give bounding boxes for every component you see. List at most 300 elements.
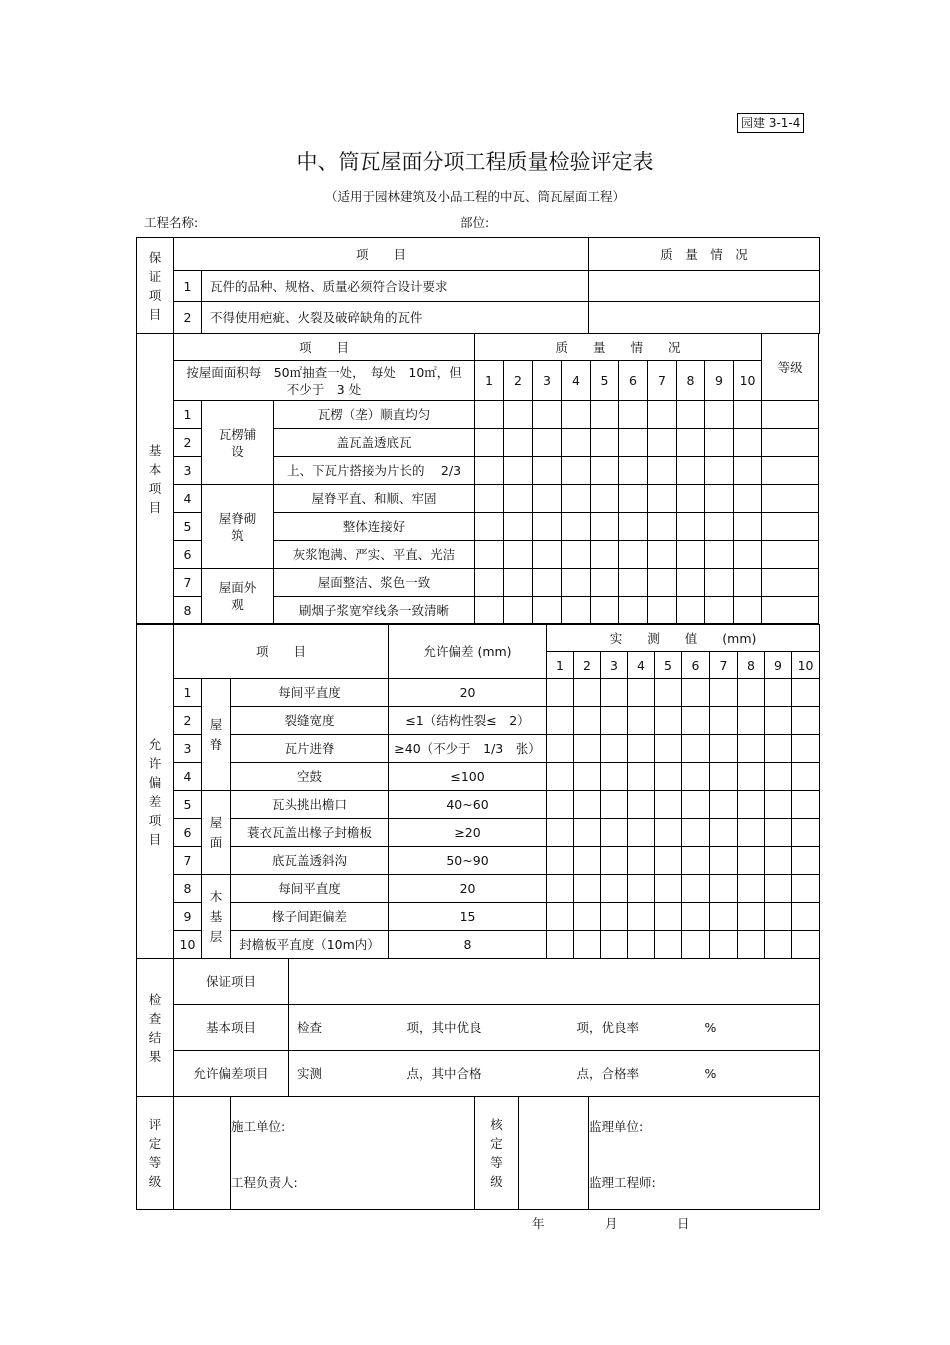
tolerance-measured-cell[interactable]	[574, 819, 601, 847]
tolerance-measured-cell[interactable]	[547, 679, 574, 707]
basic-quality-cell[interactable]	[619, 401, 648, 429]
tolerance-measured-num: 10	[792, 652, 820, 679]
basic-quality-cell[interactable]	[648, 457, 677, 485]
basic-row-no: 2	[174, 429, 202, 457]
basic-quality-cell[interactable]	[677, 457, 705, 485]
tolerance-row	[137, 735, 820, 763]
tolerance-measured-cell[interactable]	[655, 875, 682, 903]
basic-quality-cell[interactable]	[504, 485, 533, 513]
evaluation-grade-cell[interactable]	[174, 1097, 231, 1210]
tolerance-measured-cell[interactable]	[738, 931, 765, 959]
basic-quality-num: 4	[562, 361, 591, 401]
basic-quality-num: 7	[648, 361, 677, 401]
tolerance-measured-cell[interactable]	[628, 679, 655, 707]
tolerance-row-dev: 8	[389, 931, 547, 959]
tolerance-measured-cell[interactable]	[765, 931, 792, 959]
basic-quality-cell[interactable]	[475, 569, 504, 597]
verify-grade-label: 核定等级	[475, 1097, 519, 1210]
basic-quality-cell[interactable]	[504, 457, 533, 485]
basic-quality-cell[interactable]	[734, 569, 762, 597]
tolerance-measured-cell[interactable]	[710, 819, 738, 847]
basic-quality-cell[interactable]	[591, 401, 619, 429]
tolerance-measured-cell[interactable]	[601, 707, 628, 735]
tolerance-row-no: 2	[174, 707, 202, 735]
tolerance-measured-cell[interactable]	[792, 763, 820, 791]
basic-quality-cell[interactable]	[533, 485, 562, 513]
tolerance-measured-cell[interactable]	[682, 707, 710, 735]
tolerance-measured-cell[interactable]	[601, 791, 628, 819]
basic-quality-cell[interactable]	[504, 513, 533, 541]
supervision-unit-label: 监理单位:	[589, 1119, 644, 1134]
basic-quality-cell[interactable]	[734, 401, 762, 429]
guarantee-row-no: 2	[174, 302, 202, 334]
tolerance-measured-cell[interactable]	[574, 763, 601, 791]
page-subtitle: （适用于园林建筑及小品工程的中瓦、筒瓦屋面工程）	[324, 189, 625, 204]
result-basic-excellent: 项，其中优良	[399, 1005, 569, 1051]
tolerance-measured-cell[interactable]	[655, 763, 682, 791]
basic-quality-cell[interactable]	[734, 429, 762, 457]
basic-col-quality: 质 量 情 况	[475, 334, 762, 361]
tolerance-measured-cell[interactable]	[682, 847, 710, 875]
result-tolerance-percent: %	[699, 1051, 820, 1097]
tolerance-measured-cell[interactable]	[738, 791, 765, 819]
tolerance-measured-cell[interactable]	[682, 763, 710, 791]
basic-quality-cell[interactable]	[734, 513, 762, 541]
tolerance-measured-cell[interactable]	[738, 763, 765, 791]
tolerance-measured-cell[interactable]	[765, 875, 792, 903]
basic-quality-cell[interactable]	[619, 429, 648, 457]
basic-quality-cell[interactable]	[562, 457, 591, 485]
tolerance-measured-cell[interactable]	[628, 931, 655, 959]
location-label: 部位:	[460, 215, 490, 230]
basic-quality-cell[interactable]	[475, 485, 504, 513]
basic-quality-cell[interactable]	[705, 513, 734, 541]
tolerance-col-dev: 允许偏差 (mm)	[389, 625, 547, 679]
guarantee-row-quality[interactable]	[589, 302, 820, 334]
guarantee-row-text: 不得使用疤疵、火裂及破碎缺角的瓦件	[202, 302, 589, 334]
basic-row-no: 6	[174, 541, 202, 569]
tolerance-row-text: 蓑衣瓦盖出椽子封檐板	[231, 819, 389, 847]
basic-quality-cell[interactable]	[475, 597, 504, 624]
basic-sampling-note: 按屋面面积每 50㎡抽查一处， 每处 10㎡，但不少于 3 处	[174, 361, 475, 401]
tolerance-measured-cell[interactable]	[792, 791, 820, 819]
tolerance-row	[137, 847, 820, 875]
basic-quality-cell[interactable]	[591, 429, 619, 457]
tolerance-row-dev: ≥40（不少于 1/3 张）	[389, 735, 547, 763]
tolerance-measured-cell[interactable]	[574, 707, 601, 735]
result-guarantee-value[interactable]	[289, 959, 820, 1005]
tolerance-measured-cell[interactable]	[682, 819, 710, 847]
tolerance-measured-cell[interactable]	[574, 903, 601, 931]
basic-quality-cell[interactable]	[562, 541, 591, 569]
basic-row	[137, 569, 819, 597]
tolerance-measured-cell[interactable]	[628, 903, 655, 931]
result-basic-percent: %	[699, 1005, 820, 1051]
basic-grade-cell[interactable]	[762, 569, 819, 597]
basic-row-no: 4	[174, 485, 202, 513]
tolerance-measured-cell[interactable]	[574, 931, 601, 959]
page-title: 中、筒瓦屋面分项工程质量检验评定表	[296, 150, 654, 174]
tolerance-measured-cell[interactable]	[601, 679, 628, 707]
tolerance-measured-cell[interactable]	[601, 763, 628, 791]
tolerance-measured-cell[interactable]	[710, 763, 738, 791]
tolerance-row-dev: 15	[389, 903, 547, 931]
tolerance-measured-num: 2	[574, 652, 601, 679]
result-tolerance-rate: 点，合格率	[569, 1051, 699, 1097]
tolerance-row	[137, 875, 820, 903]
tolerance-measured-cell[interactable]	[628, 875, 655, 903]
tolerance-measured-cell[interactable]	[655, 903, 682, 931]
tolerance-measured-cell[interactable]	[765, 847, 792, 875]
basic-quality-num: 8	[677, 361, 705, 401]
basic-row	[137, 401, 819, 429]
basic-quality-cell[interactable]	[705, 541, 734, 569]
tolerance-group-label: 屋脊	[202, 679, 231, 791]
basic-quality-cell[interactable]	[475, 513, 504, 541]
basic-quality-num: 9	[705, 361, 734, 401]
tolerance-row-dev: 20	[389, 679, 547, 707]
tolerance-measured-cell[interactable]	[574, 735, 601, 763]
tolerance-measured-cell[interactable]	[792, 735, 820, 763]
basic-quality-cell[interactable]	[648, 401, 677, 429]
tolerance-row	[137, 903, 820, 931]
tolerance-measured-cell[interactable]	[765, 903, 792, 931]
tolerance-measured-cell[interactable]	[738, 679, 765, 707]
tolerance-measured-cell[interactable]	[765, 763, 792, 791]
tolerance-measured-cell[interactable]	[628, 707, 655, 735]
tolerance-row-dev: ≥20	[389, 819, 547, 847]
construction-cell	[231, 1097, 475, 1210]
tolerance-measured-cell[interactable]	[655, 819, 682, 847]
basic-quality-cell[interactable]	[734, 485, 762, 513]
tolerance-measured-cell[interactable]	[792, 903, 820, 931]
tolerance-measured-cell[interactable]	[682, 735, 710, 763]
basic-grade-cell[interactable]	[762, 457, 819, 485]
basic-row	[137, 485, 819, 513]
tolerance-row-text: 底瓦盖透斜沟	[231, 847, 389, 875]
basic-col-item: 项 目	[174, 334, 475, 361]
tolerance-measured-cell[interactable]	[574, 791, 601, 819]
tolerance-measured-cell[interactable]	[682, 791, 710, 819]
basic-quality-cell[interactable]	[562, 401, 591, 429]
tolerance-measured-cell[interactable]	[710, 707, 738, 735]
tolerance-measured-cell[interactable]	[710, 791, 738, 819]
basic-quality-cell[interactable]	[504, 401, 533, 429]
tolerance-row-dev: 20	[389, 875, 547, 903]
construction-unit-label: 施工单位:	[231, 1119, 286, 1134]
tolerance-row-text: 瓦片进脊	[231, 735, 389, 763]
tolerance-measured-cell[interactable]	[547, 707, 574, 735]
tolerance-measured-num: 7	[710, 652, 738, 679]
tolerance-row-dev: ≤100	[389, 763, 547, 791]
evaluation-section-label: 评定等级	[137, 1097, 174, 1210]
tolerance-measured-cell[interactable]	[628, 735, 655, 763]
tolerance-row-text: 空鼓	[231, 763, 389, 791]
tolerance-row-no: 1	[174, 679, 202, 707]
basic-grade-cell[interactable]	[762, 513, 819, 541]
basic-quality-cell[interactable]	[504, 541, 533, 569]
basic-row-text: 整体连接好	[274, 513, 475, 541]
tolerance-row-no: 8	[174, 875, 202, 903]
basic-quality-cell[interactable]	[533, 513, 562, 541]
tolerance-measured-cell[interactable]	[710, 735, 738, 763]
tolerance-measured-cell[interactable]	[547, 735, 574, 763]
basic-quality-cell[interactable]	[533, 597, 562, 624]
basic-quality-cell[interactable]	[648, 569, 677, 597]
tolerance-measured-cell[interactable]	[765, 791, 792, 819]
basic-row-no: 7	[174, 569, 202, 597]
tolerance-row-dev: 50~90	[389, 847, 547, 875]
tolerance-row	[137, 791, 820, 819]
basic-group-label: 屋脊砌筑	[202, 485, 274, 569]
tolerance-row-no: 3	[174, 735, 202, 763]
basic-quality-num: 5	[591, 361, 619, 401]
tolerance-measured-cell[interactable]	[574, 847, 601, 875]
basic-quality-cell[interactable]	[591, 569, 619, 597]
basic-quality-num: 2	[504, 361, 533, 401]
project-leader-label: 工程负责人:	[231, 1175, 298, 1190]
tolerance-measured-cell[interactable]	[547, 791, 574, 819]
basic-col-grade: 等级	[762, 334, 819, 401]
basic-quality-cell[interactable]	[591, 485, 619, 513]
basic-quality-num: 6	[619, 361, 648, 401]
basic-quality-cell[interactable]	[504, 597, 533, 624]
result-basic-check: 检查	[289, 1005, 399, 1051]
tolerance-measured-cell[interactable]	[574, 875, 601, 903]
tolerance-row	[137, 707, 820, 735]
tolerance-measured-cell[interactable]	[601, 875, 628, 903]
tolerance-measured-cell[interactable]	[792, 679, 820, 707]
basic-quality-cell[interactable]	[475, 429, 504, 457]
tolerance-row-no: 10	[174, 931, 202, 959]
tolerance-measured-cell[interactable]	[601, 819, 628, 847]
tolerance-measured-cell[interactable]	[574, 679, 601, 707]
tolerance-measured-cell[interactable]	[682, 903, 710, 931]
tolerance-measured-cell[interactable]	[792, 875, 820, 903]
result-tolerance-label: 允许偏差项目	[174, 1051, 289, 1097]
tolerance-measured-cell[interactable]	[601, 903, 628, 931]
tolerance-row-no: 9	[174, 903, 202, 931]
basic-quality-cell[interactable]	[562, 597, 591, 624]
tolerance-measured-cell[interactable]	[710, 875, 738, 903]
tolerance-measured-cell[interactable]	[738, 875, 765, 903]
basic-quality-cell[interactable]	[504, 429, 533, 457]
tolerance-measured-num: 5	[655, 652, 682, 679]
tolerance-measured-cell[interactable]	[655, 791, 682, 819]
tolerance-measured-cell[interactable]	[655, 707, 682, 735]
basic-grade-cell[interactable]	[762, 485, 819, 513]
tolerance-measured-cell[interactable]	[628, 763, 655, 791]
basic-grade-cell[interactable]	[762, 597, 819, 624]
result-tolerance-qualified: 点，其中合格	[399, 1051, 569, 1097]
basic-quality-cell[interactable]	[475, 457, 504, 485]
basic-quality-cell[interactable]	[562, 569, 591, 597]
tolerance-measured-cell[interactable]	[655, 931, 682, 959]
basic-quality-cell[interactable]	[562, 485, 591, 513]
basic-row-text: 上、下瓦片搭接为片长的 2/3	[274, 457, 475, 485]
tolerance-measured-cell[interactable]	[792, 931, 820, 959]
tolerance-measured-cell[interactable]	[792, 847, 820, 875]
supervision-engineer-label: 监理工程师:	[589, 1175, 656, 1190]
tolerance-measured-cell[interactable]	[547, 903, 574, 931]
tolerance-measured-cell[interactable]	[738, 819, 765, 847]
verify-grade-cell[interactable]	[519, 1097, 589, 1210]
tolerance-measured-cell[interactable]	[601, 931, 628, 959]
basic-grade-cell[interactable]	[762, 401, 819, 429]
basic-quality-cell[interactable]	[705, 597, 734, 624]
tolerance-measured-cell[interactable]	[738, 903, 765, 931]
basic-quality-cell[interactable]	[475, 541, 504, 569]
basic-quality-cell[interactable]	[705, 485, 734, 513]
tolerance-measured-num: 8	[738, 652, 765, 679]
basic-quality-cell[interactable]	[533, 457, 562, 485]
basic-quality-cell[interactable]	[677, 429, 705, 457]
tolerance-measured-cell[interactable]	[682, 875, 710, 903]
tolerance-measured-cell[interactable]	[710, 847, 738, 875]
basic-quality-cell[interactable]	[648, 485, 677, 513]
tolerance-measured-cell[interactable]	[765, 707, 792, 735]
tolerance-measured-cell[interactable]	[792, 819, 820, 847]
supervision-cell	[589, 1097, 820, 1210]
basic-quality-cell[interactable]	[648, 513, 677, 541]
tolerance-measured-cell[interactable]	[655, 847, 682, 875]
basic-quality-cell[interactable]	[734, 457, 762, 485]
basic-grade-cell[interactable]	[762, 541, 819, 569]
basic-quality-cell[interactable]	[677, 597, 705, 624]
basic-quality-cell[interactable]	[533, 541, 562, 569]
tolerance-measured-cell[interactable]	[710, 931, 738, 959]
basic-quality-cell[interactable]	[619, 597, 648, 624]
tolerance-group-label: 木基层	[202, 875, 231, 959]
basic-row-text: 瓦楞（垄）顺直均匀	[274, 401, 475, 429]
tolerance-measured-cell[interactable]	[547, 847, 574, 875]
tolerance-measured-cell[interactable]	[738, 735, 765, 763]
tolerance-measured-cell[interactable]	[710, 903, 738, 931]
basic-section-label: 基本项目	[137, 334, 174, 624]
tolerance-row-text: 瓦头挑出檐口	[231, 791, 389, 819]
tolerance-measured-cell[interactable]	[628, 791, 655, 819]
tolerance-measured-cell[interactable]	[628, 847, 655, 875]
tolerance-row	[137, 819, 820, 847]
basic-quality-cell[interactable]	[648, 541, 677, 569]
basic-quality-cell[interactable]	[591, 457, 619, 485]
basic-quality-cell[interactable]	[619, 513, 648, 541]
basic-row-no: 3	[174, 457, 202, 485]
basic-table	[136, 333, 819, 624]
tolerance-measured-cell[interactable]	[628, 819, 655, 847]
tolerance-row-text: 椽子间距偏差	[231, 903, 389, 931]
tolerance-measured-cell[interactable]	[738, 707, 765, 735]
result-guarantee-label: 保证项目	[174, 959, 289, 1005]
basic-quality-cell[interactable]	[619, 569, 648, 597]
tolerance-col-measured: 实 测 值 (mm)	[547, 625, 820, 652]
tolerance-measured-cell[interactable]	[547, 875, 574, 903]
basic-quality-cell[interactable]	[619, 541, 648, 569]
basic-quality-cell[interactable]	[705, 569, 734, 597]
basic-quality-cell[interactable]	[677, 569, 705, 597]
tolerance-measured-cell[interactable]	[765, 735, 792, 763]
tolerance-measured-num: 4	[628, 652, 655, 679]
basic-quality-cell[interactable]	[734, 597, 762, 624]
result-table	[136, 958, 820, 1097]
basic-quality-cell[interactable]	[475, 401, 504, 429]
basic-row-text: 灰浆饱满、严实、平直、光洁	[274, 541, 475, 569]
basic-quality-cell[interactable]	[677, 541, 705, 569]
tolerance-row	[137, 931, 820, 959]
tolerance-section-label: 允许偏差项目	[137, 625, 174, 959]
tolerance-measured-cell[interactable]	[792, 707, 820, 735]
basic-quality-cell[interactable]	[533, 401, 562, 429]
basic-quality-cell[interactable]	[677, 485, 705, 513]
basic-quality-cell[interactable]	[734, 541, 762, 569]
basic-row-text: 盖瓦盖透底瓦	[274, 429, 475, 457]
tolerance-measured-cell[interactable]	[655, 735, 682, 763]
basic-quality-cell[interactable]	[591, 513, 619, 541]
basic-quality-cell[interactable]	[533, 569, 562, 597]
basic-quality-cell[interactable]	[648, 597, 677, 624]
tolerance-measured-cell[interactable]	[547, 819, 574, 847]
tolerance-measured-cell[interactable]	[601, 847, 628, 875]
tolerance-row-no: 6	[174, 819, 202, 847]
tolerance-col-item: 项 目	[174, 625, 389, 679]
tolerance-measured-cell[interactable]	[655, 679, 682, 707]
basic-quality-cell[interactable]	[591, 541, 619, 569]
tolerance-measured-num: 3	[601, 652, 628, 679]
tolerance-measured-cell[interactable]	[738, 847, 765, 875]
tolerance-row-text: 每间平直度	[231, 875, 389, 903]
basic-quality-cell[interactable]	[705, 401, 734, 429]
basic-quality-num: 3	[533, 361, 562, 401]
result-section-label: 检查结果	[137, 959, 174, 1097]
guarantee-col-item: 项 目	[174, 238, 589, 271]
tolerance-measured-cell[interactable]	[710, 679, 738, 707]
basic-quality-cell[interactable]	[677, 401, 705, 429]
form-code: 园建 3-1-4	[737, 113, 804, 133]
guarantee-row-quality[interactable]	[589, 271, 820, 302]
tolerance-measured-cell[interactable]	[765, 819, 792, 847]
basic-quality-cell[interactable]	[619, 485, 648, 513]
basic-quality-cell[interactable]	[562, 429, 591, 457]
basic-quality-cell[interactable]	[591, 597, 619, 624]
tolerance-measured-cell[interactable]	[765, 679, 792, 707]
basic-row-no: 5	[174, 513, 202, 541]
basic-quality-cell[interactable]	[705, 429, 734, 457]
basic-grade-cell[interactable]	[762, 429, 819, 457]
basic-quality-cell[interactable]	[705, 457, 734, 485]
basic-quality-cell[interactable]	[533, 429, 562, 457]
tolerance-table	[136, 624, 820, 959]
tolerance-measured-num: 9	[765, 652, 792, 679]
guarantee-row-no: 1	[174, 271, 202, 302]
tolerance-measured-num: 1	[547, 652, 574, 679]
evaluation-table	[136, 1096, 820, 1210]
basic-quality-cell[interactable]	[619, 457, 648, 485]
basic-quality-cell[interactable]	[677, 513, 705, 541]
tolerance-measured-cell[interactable]	[547, 763, 574, 791]
tolerance-measured-cell[interactable]	[682, 679, 710, 707]
date-month: 月	[605, 1216, 618, 1231]
basic-quality-cell[interactable]	[648, 429, 677, 457]
result-basic-rate: 项，优良率	[569, 1005, 699, 1051]
basic-quality-cell[interactable]	[504, 569, 533, 597]
date-day: 日	[677, 1216, 690, 1231]
basic-quality-cell[interactable]	[562, 513, 591, 541]
basic-row-no: 1	[174, 401, 202, 429]
tolerance-row	[137, 763, 820, 791]
tolerance-measured-cell[interactable]	[547, 931, 574, 959]
tolerance-measured-cell[interactable]	[601, 735, 628, 763]
tolerance-measured-cell[interactable]	[682, 931, 710, 959]
